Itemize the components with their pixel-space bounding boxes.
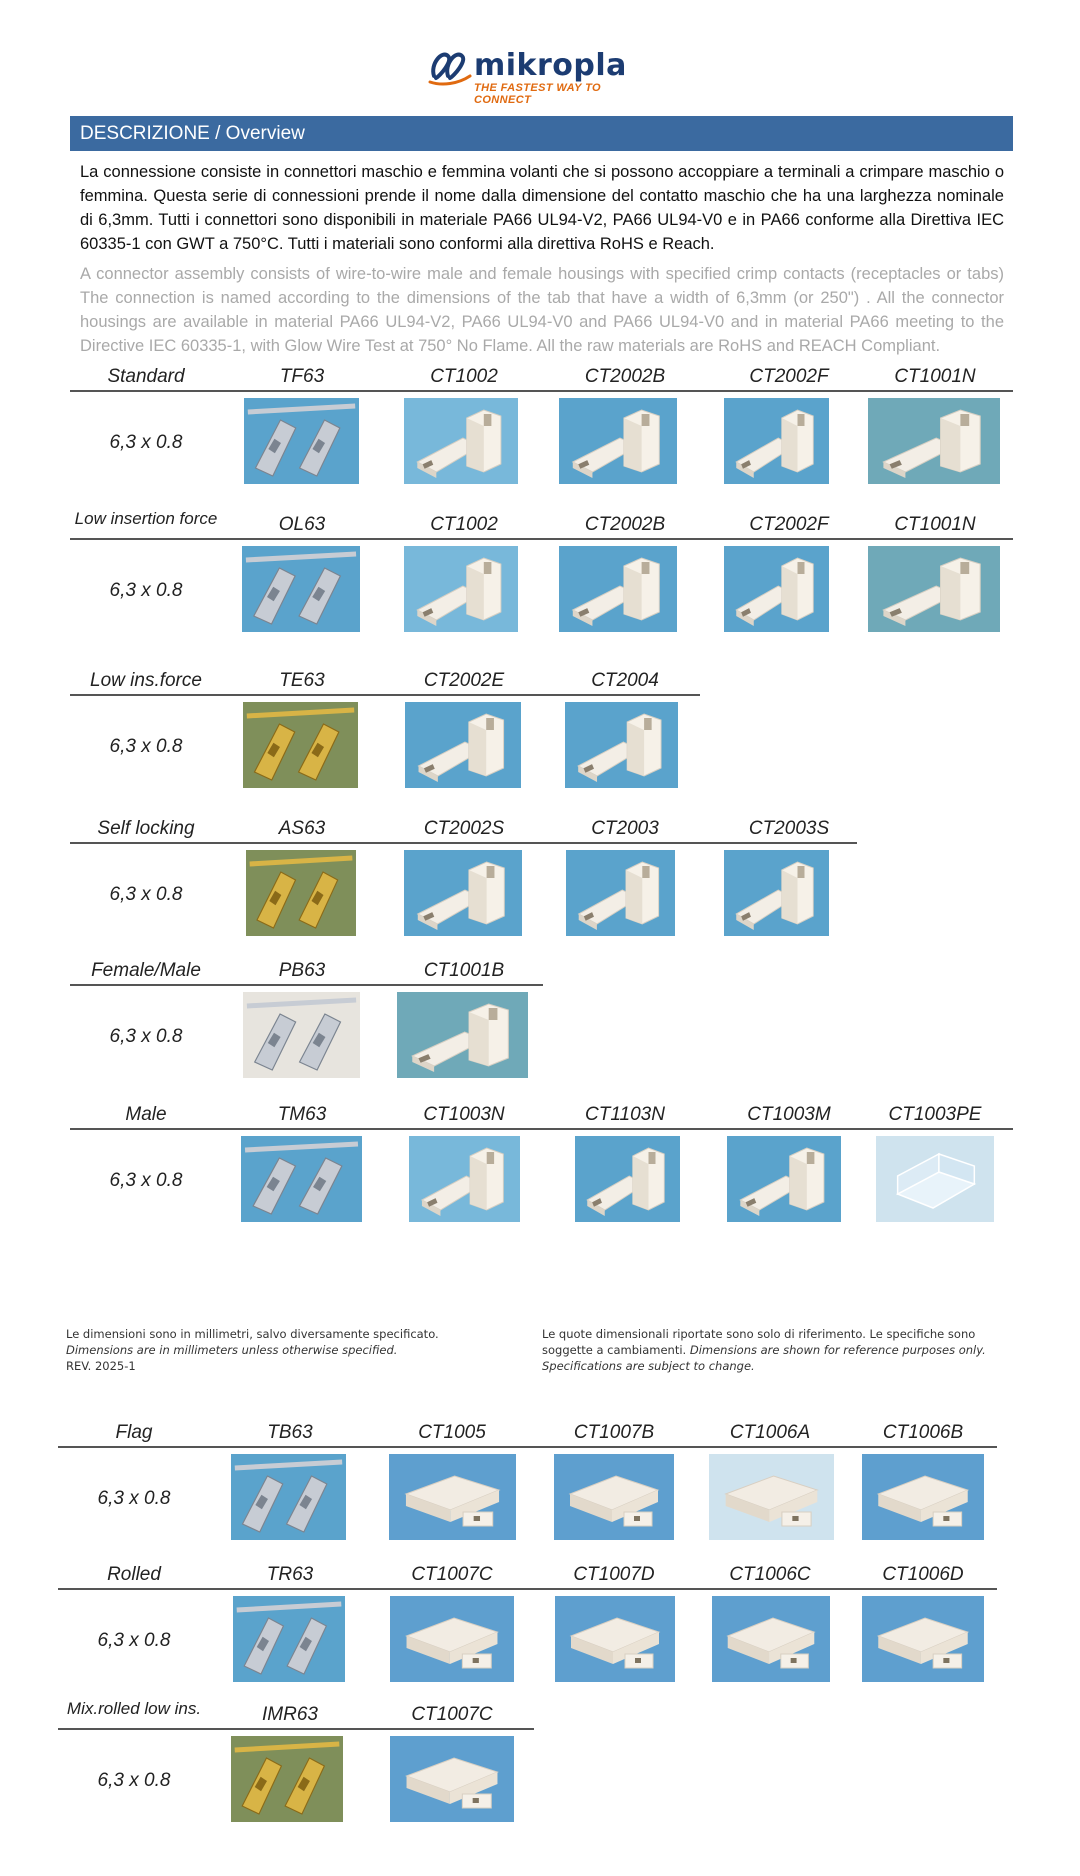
footnote-right-line2 [542,1342,1022,1358]
part-code: CT1002 [430,366,498,387]
product-photo [390,1736,514,1822]
part-code: CT1005 [418,1422,486,1443]
product-photo [712,1596,830,1682]
product-photo [559,398,677,484]
footnote-right-line3: Specifications are subject to change. [542,1359,755,1373]
product-photo [404,546,518,632]
part-code: CT2002F [749,366,829,387]
product-photo [233,1596,345,1682]
section-rule [58,1446,997,1448]
size-label: 6,3 x 0.8 [109,884,183,905]
part-code: CT1006C [729,1564,811,1585]
part-code: CT2002F [749,514,829,535]
part-code: CT2002S [423,818,505,839]
part-code: AS63 [278,818,326,839]
footnote-right-line2a: soggette a cambiamenti. [542,1343,690,1357]
product-photo [559,546,677,632]
section-rule [70,1128,1013,1130]
part-code: CT1007B [573,1422,655,1443]
part-code: CT2003S [748,818,830,839]
category-label: Rolled [107,1564,161,1585]
product-photo [876,1136,994,1222]
footnote-left-line3: REV. 2025-1 [66,1359,136,1373]
part-code: CT1001N [894,514,976,535]
product-photo [868,546,1000,632]
category-label: Female/Male [91,960,201,981]
product-photo [404,850,522,936]
footnote-right-line2b: Dimensions are shown for reference purposes only. [689,1343,986,1357]
product-photo [244,398,359,484]
part-code: OL63 [278,514,326,535]
product-photo [242,546,360,632]
product-photo [566,850,675,936]
category-label: Low ins.force [90,670,202,691]
part-code: PB63 [278,960,326,981]
section-rule [70,694,700,696]
product-photo [397,992,528,1078]
size-label: 6,3 x 0.8 [109,1026,183,1047]
product-photo [727,1136,841,1222]
section-rule [70,984,543,986]
part-code: CT2004 [591,670,659,691]
product-photo [862,1454,984,1540]
product-photo [724,546,829,632]
product-photo [231,1736,343,1822]
logo-mark-icon [428,46,472,86]
product-photo [405,702,521,788]
part-code: CT1003PE [888,1104,982,1125]
footnote-right [542,1326,1022,1374]
product-photo [243,702,358,788]
product-photo [231,1454,346,1540]
size-label: 6,3 x 0.8 [97,1630,171,1651]
brand-name: mikropla [474,48,627,83]
part-code: TM63 [277,1104,327,1125]
section-rule [70,538,1013,540]
part-code: CT1007C [411,1704,493,1725]
product-photo [724,850,829,936]
overview-english: A connector assembly consists of wire-to-wire male and female housings with specified crimp contacts (receptacles or tabs) The connection is named according to the dimensions of the tab that have a width of 6,3mm (or 250") . All the connector housings are available in material PA66 UL94-V2, PA66 UL94-V0 and PA66 UL94-V0 and in material PA66 meeting to the Directive IEC 60335-1, with Glow Wire Test at 750° No Flame. All the raw materials are RoHS and REACH Compliant. [80,265,1004,355]
part-code: CT1003M [747,1104,831,1125]
part-code: CT1003N [423,1104,505,1125]
section-rule [58,1588,997,1590]
size-label: 6,3 x 0.8 [109,1170,183,1191]
product-photo [862,1596,984,1682]
part-code: CT2002E [423,670,505,691]
product-photo [241,1136,362,1222]
part-code: CT1006D [882,1564,964,1585]
overview-italian: La connessione consiste in connettori maschio e femmina volanti che si possono accoppiare a terminali a crimpare maschio o femmina. Questa serie di connessioni prende il nome dalla dimensione del contatto maschio che ha una larghezza nominale di 6,3mm. Tutti i connettori sono disponibili in materiale PA66 UL94-V2, PA66 UL94-V0 e in PA66 conforme alla Direttiva IEC 60335-1 con GWT a 750°C. Tutti i materiali sono conformi alla direttiva RoHS e Reach. [80,163,1004,253]
product-photo [246,850,356,936]
overview-heading: DESCRIZIONE / Overview [70,116,1013,151]
category-label: Self locking [97,818,195,839]
product-photo [390,1596,514,1682]
category-label: Male [125,1104,167,1125]
product-photo [709,1454,834,1540]
size-label: 6,3 x 0.8 [97,1770,171,1791]
size-label: 6,3 x 0.8 [109,580,183,601]
part-code: CT1001B [423,960,505,981]
product-photo [565,702,678,788]
part-code: CT2002B [584,514,666,535]
product-photo [404,398,518,484]
part-code: CT1001N [894,366,976,387]
footnote-right-line1: Le quote dimensionali riportate sono solo di riferimento. Le specifiche sono [542,1327,976,1341]
product-photo [868,398,1000,484]
category-label: Standard [107,366,185,387]
product-photo [555,1596,675,1682]
product-photo [724,398,829,484]
part-code: CT1103N [585,1104,665,1125]
product-photo [554,1454,674,1540]
part-code: CT1002 [430,514,498,535]
size-label: 6,3 x 0.8 [109,432,183,453]
section-rule [70,390,1013,392]
part-code: CT1007D [573,1564,655,1585]
product-photo [409,1136,520,1222]
category-label: Low insertion force [74,509,218,528]
footnote-left [66,1326,506,1374]
category-label: Mix.rolled low ins. [66,1699,202,1718]
part-code: CT2003 [591,818,659,839]
section-rule [58,1728,534,1730]
part-code: CT1006B [882,1422,964,1443]
part-code: TR63 [266,1564,314,1585]
brand-logo [428,44,658,106]
section-rule [70,842,857,844]
part-code: TE63 [279,670,325,691]
size-label: 6,3 x 0.8 [97,1488,171,1509]
brand-tagline: THE FASTEST WAY TO CONNECT [474,82,601,106]
size-label: 6,3 x 0.8 [109,736,183,757]
footnote-left-line1: Le dimensioni sono in millimetri, salvo diversamente specificato. [66,1327,439,1341]
product-photo [389,1454,516,1540]
part-code: IMR63 [262,1704,318,1725]
part-code: CT1006A [729,1422,811,1443]
part-code: CT1007C [411,1564,493,1585]
part-code: TF63 [279,366,325,387]
product-photo [575,1136,680,1222]
part-code: CT2002B [584,366,666,387]
category-label: Flag [115,1422,153,1443]
part-code: TB63 [267,1422,313,1443]
product-photo [243,992,360,1078]
footnote-left-line2: Dimensions are in millimeters unless otherwise specified. [66,1343,398,1357]
